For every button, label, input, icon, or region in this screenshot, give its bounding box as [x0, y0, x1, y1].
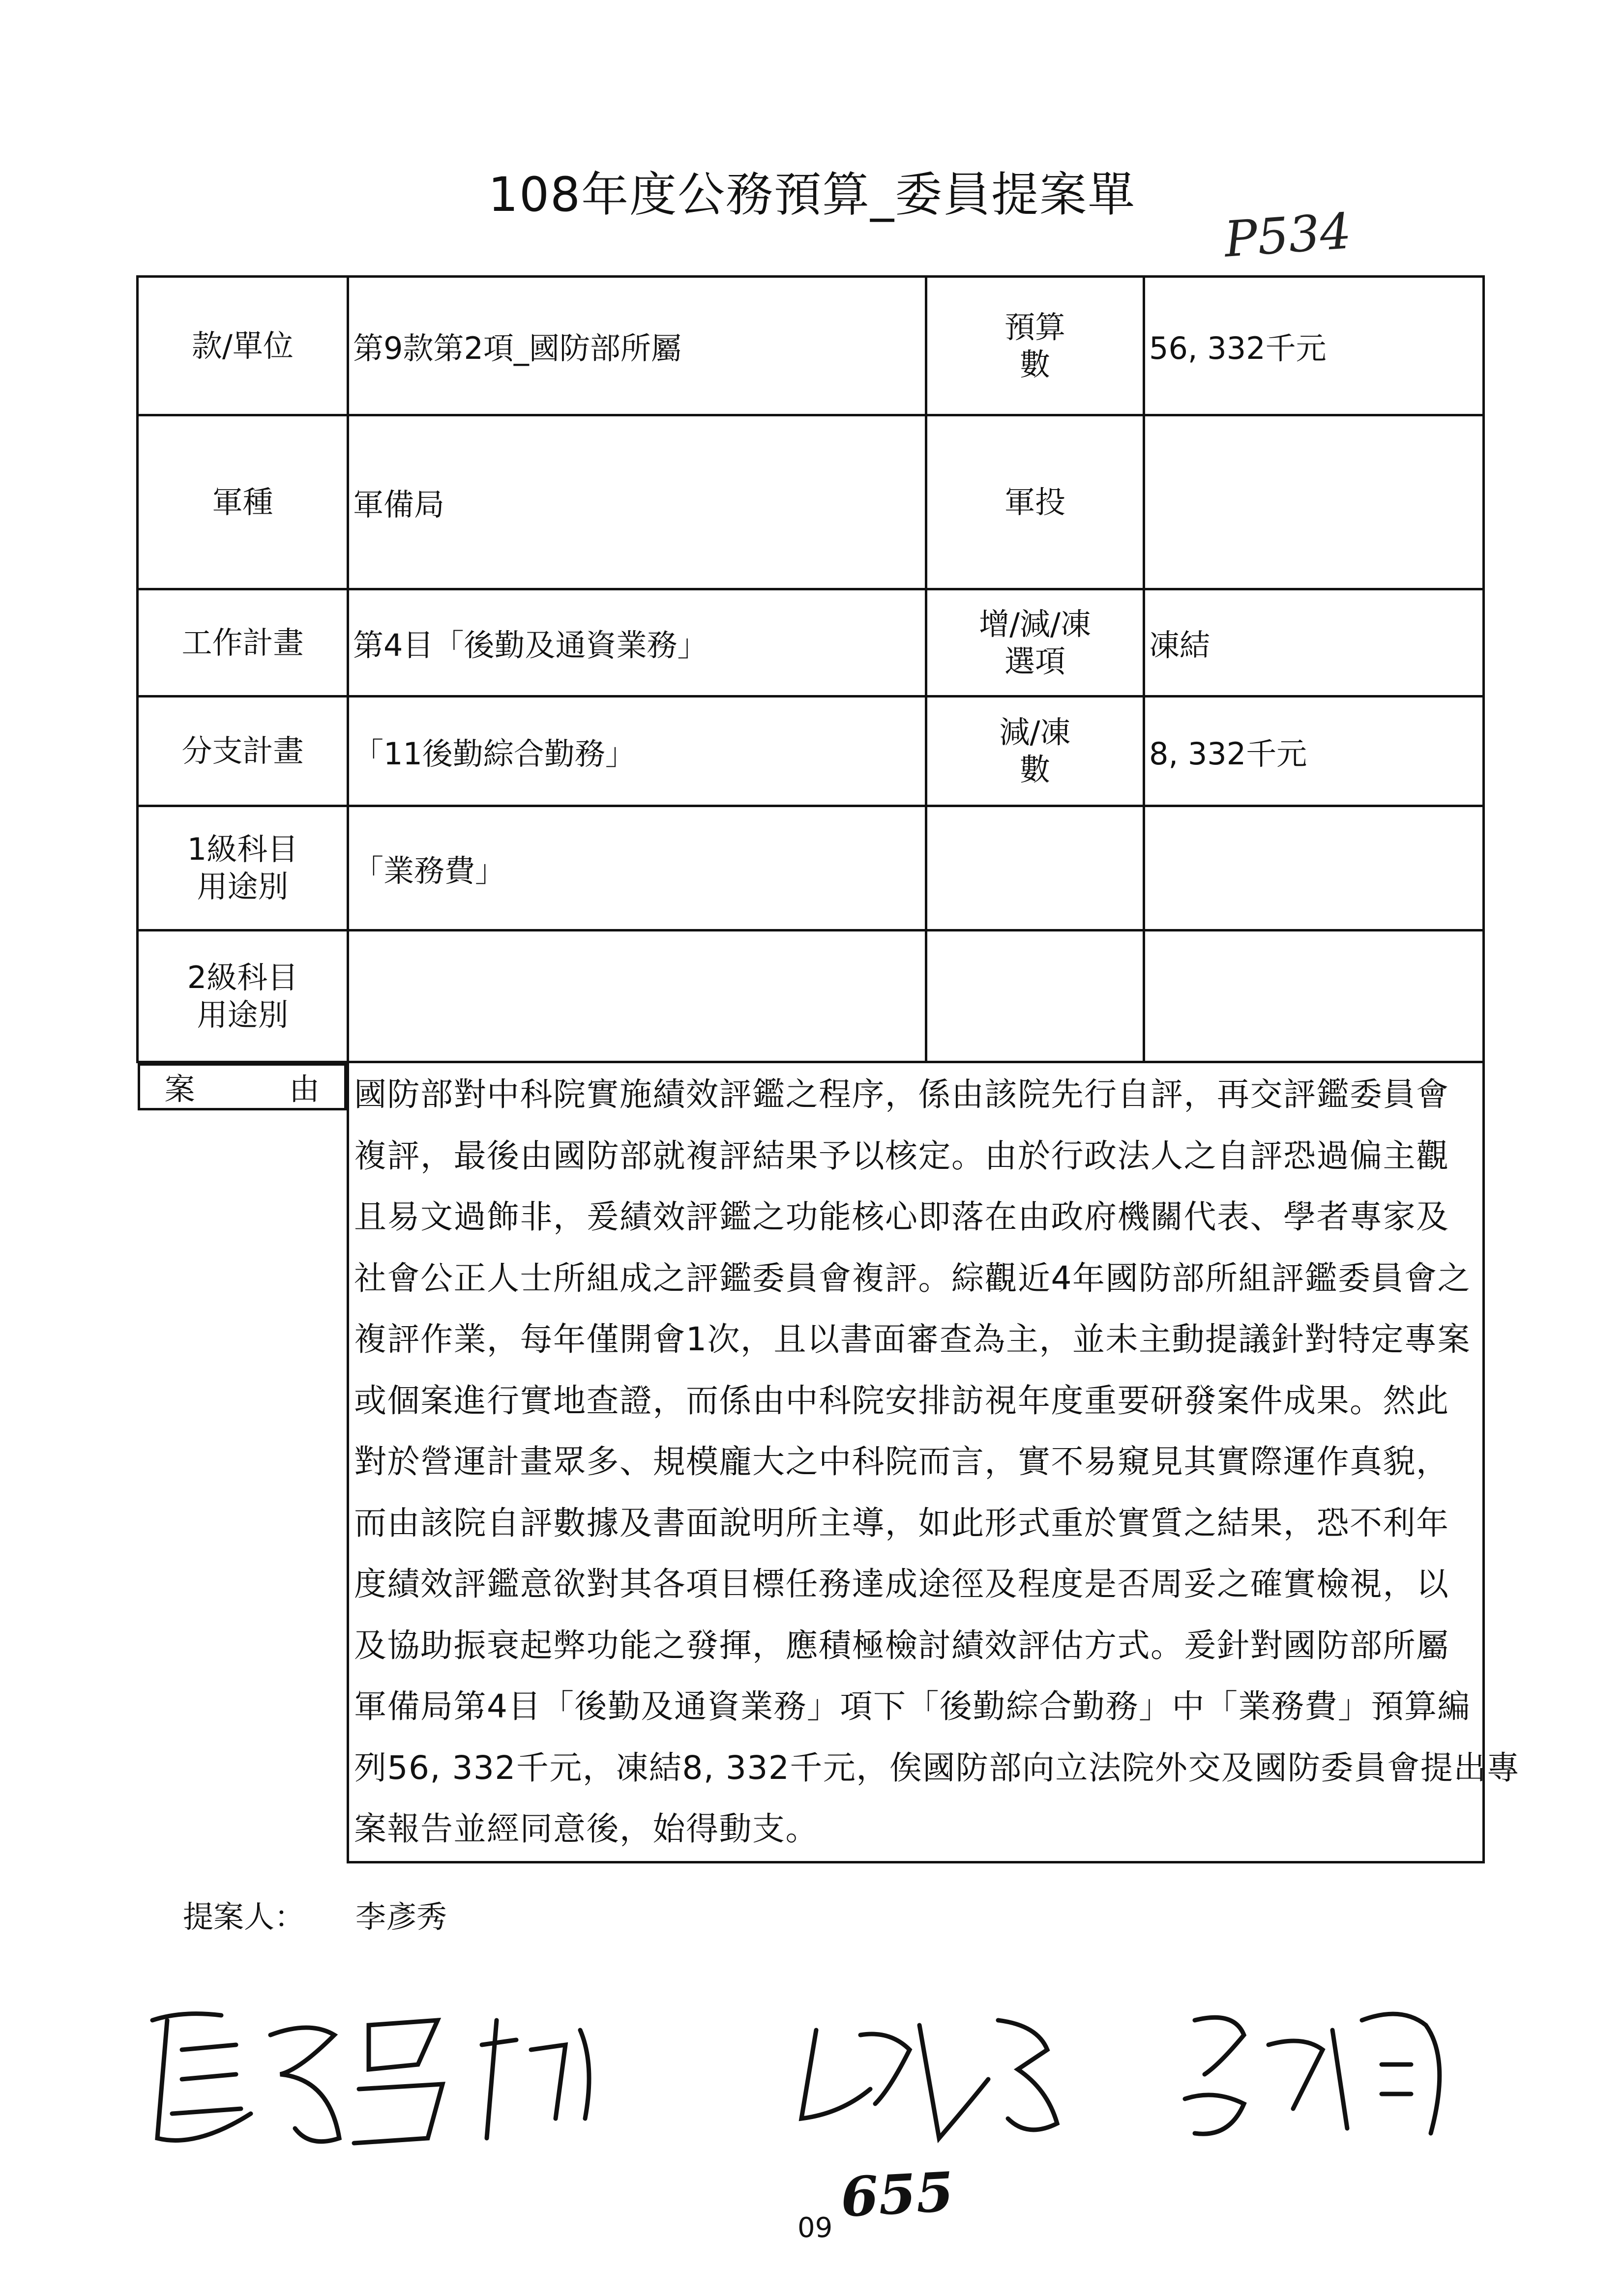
signature-3	[1185, 2014, 1440, 2134]
row-label: 軍種	[138, 415, 348, 589]
row-label-secondary	[926, 930, 1144, 1062]
row-value: 「11後勤綜合勤務」	[348, 697, 926, 806]
row-label: 款/單位	[138, 277, 348, 415]
form-title: 108年度公務預算_委員提案單	[488, 167, 1136, 222]
row-label: 工作計畫	[138, 589, 348, 697]
case-text-line: 軍備局第4目「後勤及通資業務」項下「後勤綜合勤務」中「業務費」預算編	[354, 1687, 1471, 1725]
row-value-secondary	[1144, 806, 1484, 930]
handwritten-reference: P534	[1222, 202, 1353, 268]
row-value-secondary: 凍結	[1144, 589, 1484, 697]
case-text-line: 複評作業，每年僅開會1次，且以書面審查為主，並未主動提議針對特定專案	[354, 1320, 1471, 1358]
case-text-line: 且易文過飾非，爰績效評鑑之功能核心即落在由政府機關代表、學者專家及	[354, 1198, 1449, 1236]
proposal-form-table	[136, 275, 1520, 1863]
form-row	[138, 930, 1484, 1062]
page-number: 09	[797, 2212, 833, 2244]
row-value-secondary: 8, 332千元	[1144, 697, 1484, 806]
case-label-b: 由	[289, 1071, 320, 1107]
case-text-line: 複評，最後由國防部就複評結果予以核定。由於行政法人之自評恐過偏主觀	[354, 1136, 1449, 1175]
row-value-secondary	[1144, 415, 1484, 589]
handwritten-signatures	[123, 1991, 1549, 2197]
form-row	[138, 415, 1484, 589]
form-row	[138, 697, 1484, 806]
row-value-secondary: 56, 332千元	[1144, 277, 1484, 415]
row-label: 2級科目 用途別	[138, 930, 348, 1062]
case-text-line: 而由該院自評數據及書面說明所主導，如此形式重於實質之結果，恐不利年	[354, 1504, 1449, 1542]
row-label-secondary: 預算 數	[926, 277, 1144, 415]
case-text-line: 及協助振衰起弊功能之發揮，應積極檢討績效評估方式。爰針對國防部所屬	[354, 1626, 1449, 1664]
row-value: 第4目「後勤及通資業務」	[348, 589, 926, 697]
case-label-a: 案	[164, 1071, 195, 1107]
row-label-secondary	[926, 806, 1144, 930]
form-row	[138, 277, 1484, 415]
handwritten-page-stamp: 655	[839, 2160, 955, 2229]
case-text-line: 案報告並經同意後，始得動支。	[354, 1810, 819, 1848]
row-value: 「業務費」	[348, 806, 926, 930]
case-text-line: 對於營運計畫眾多、規模龐大之中科院而言，實不易窺見其實際運作真貌，	[354, 1443, 1449, 1481]
signature-1	[152, 2014, 589, 2143]
row-label: 1級科目 用途別	[138, 806, 348, 930]
case-text-line: 或個案進行實地查證，而係由中科院安排訪視年度重要研發案件成果。然此	[354, 1381, 1449, 1420]
row-value: 第9款第2項_國防部所屬	[348, 277, 926, 415]
case-text	[348, 1062, 1520, 1862]
signature-2	[801, 2020, 1057, 2138]
case-text-line: 國防部對中科院實施績效評鑑之程序，係由該院先行自評，再交評鑑委員會	[354, 1075, 1449, 1113]
form-row	[138, 589, 1484, 697]
row-label-secondary: 增/減/凍 選項	[926, 589, 1144, 697]
row-label-secondary: 軍投	[926, 415, 1144, 589]
row-label: 分支計畫	[138, 697, 348, 806]
row-label-secondary: 減/凍 數	[926, 697, 1144, 806]
proposer-name: 李彥秀	[355, 1899, 447, 1935]
case-label	[138, 1063, 347, 1110]
form-row	[138, 806, 1484, 930]
case-text-line: 社會公正人士所組成之評鑑委員會複評。綜觀近4年國防部所組評鑑委員會之	[354, 1259, 1471, 1297]
row-value-secondary	[1144, 930, 1484, 1062]
row-value: 軍備局	[348, 415, 926, 589]
case-row	[138, 1062, 1484, 1862]
case-text-line: 度績效評鑑意欲對其各項目標任務達成途徑及程度是否周妥之確實檢視，以	[354, 1565, 1449, 1603]
proposer-label: 提案人：	[183, 1899, 305, 1935]
row-value	[348, 930, 926, 1062]
case-text-line: 列56, 332千元，凍結8, 332千元，俟國防部向立法院外交及國防委員會提出專	[354, 1748, 1520, 1787]
